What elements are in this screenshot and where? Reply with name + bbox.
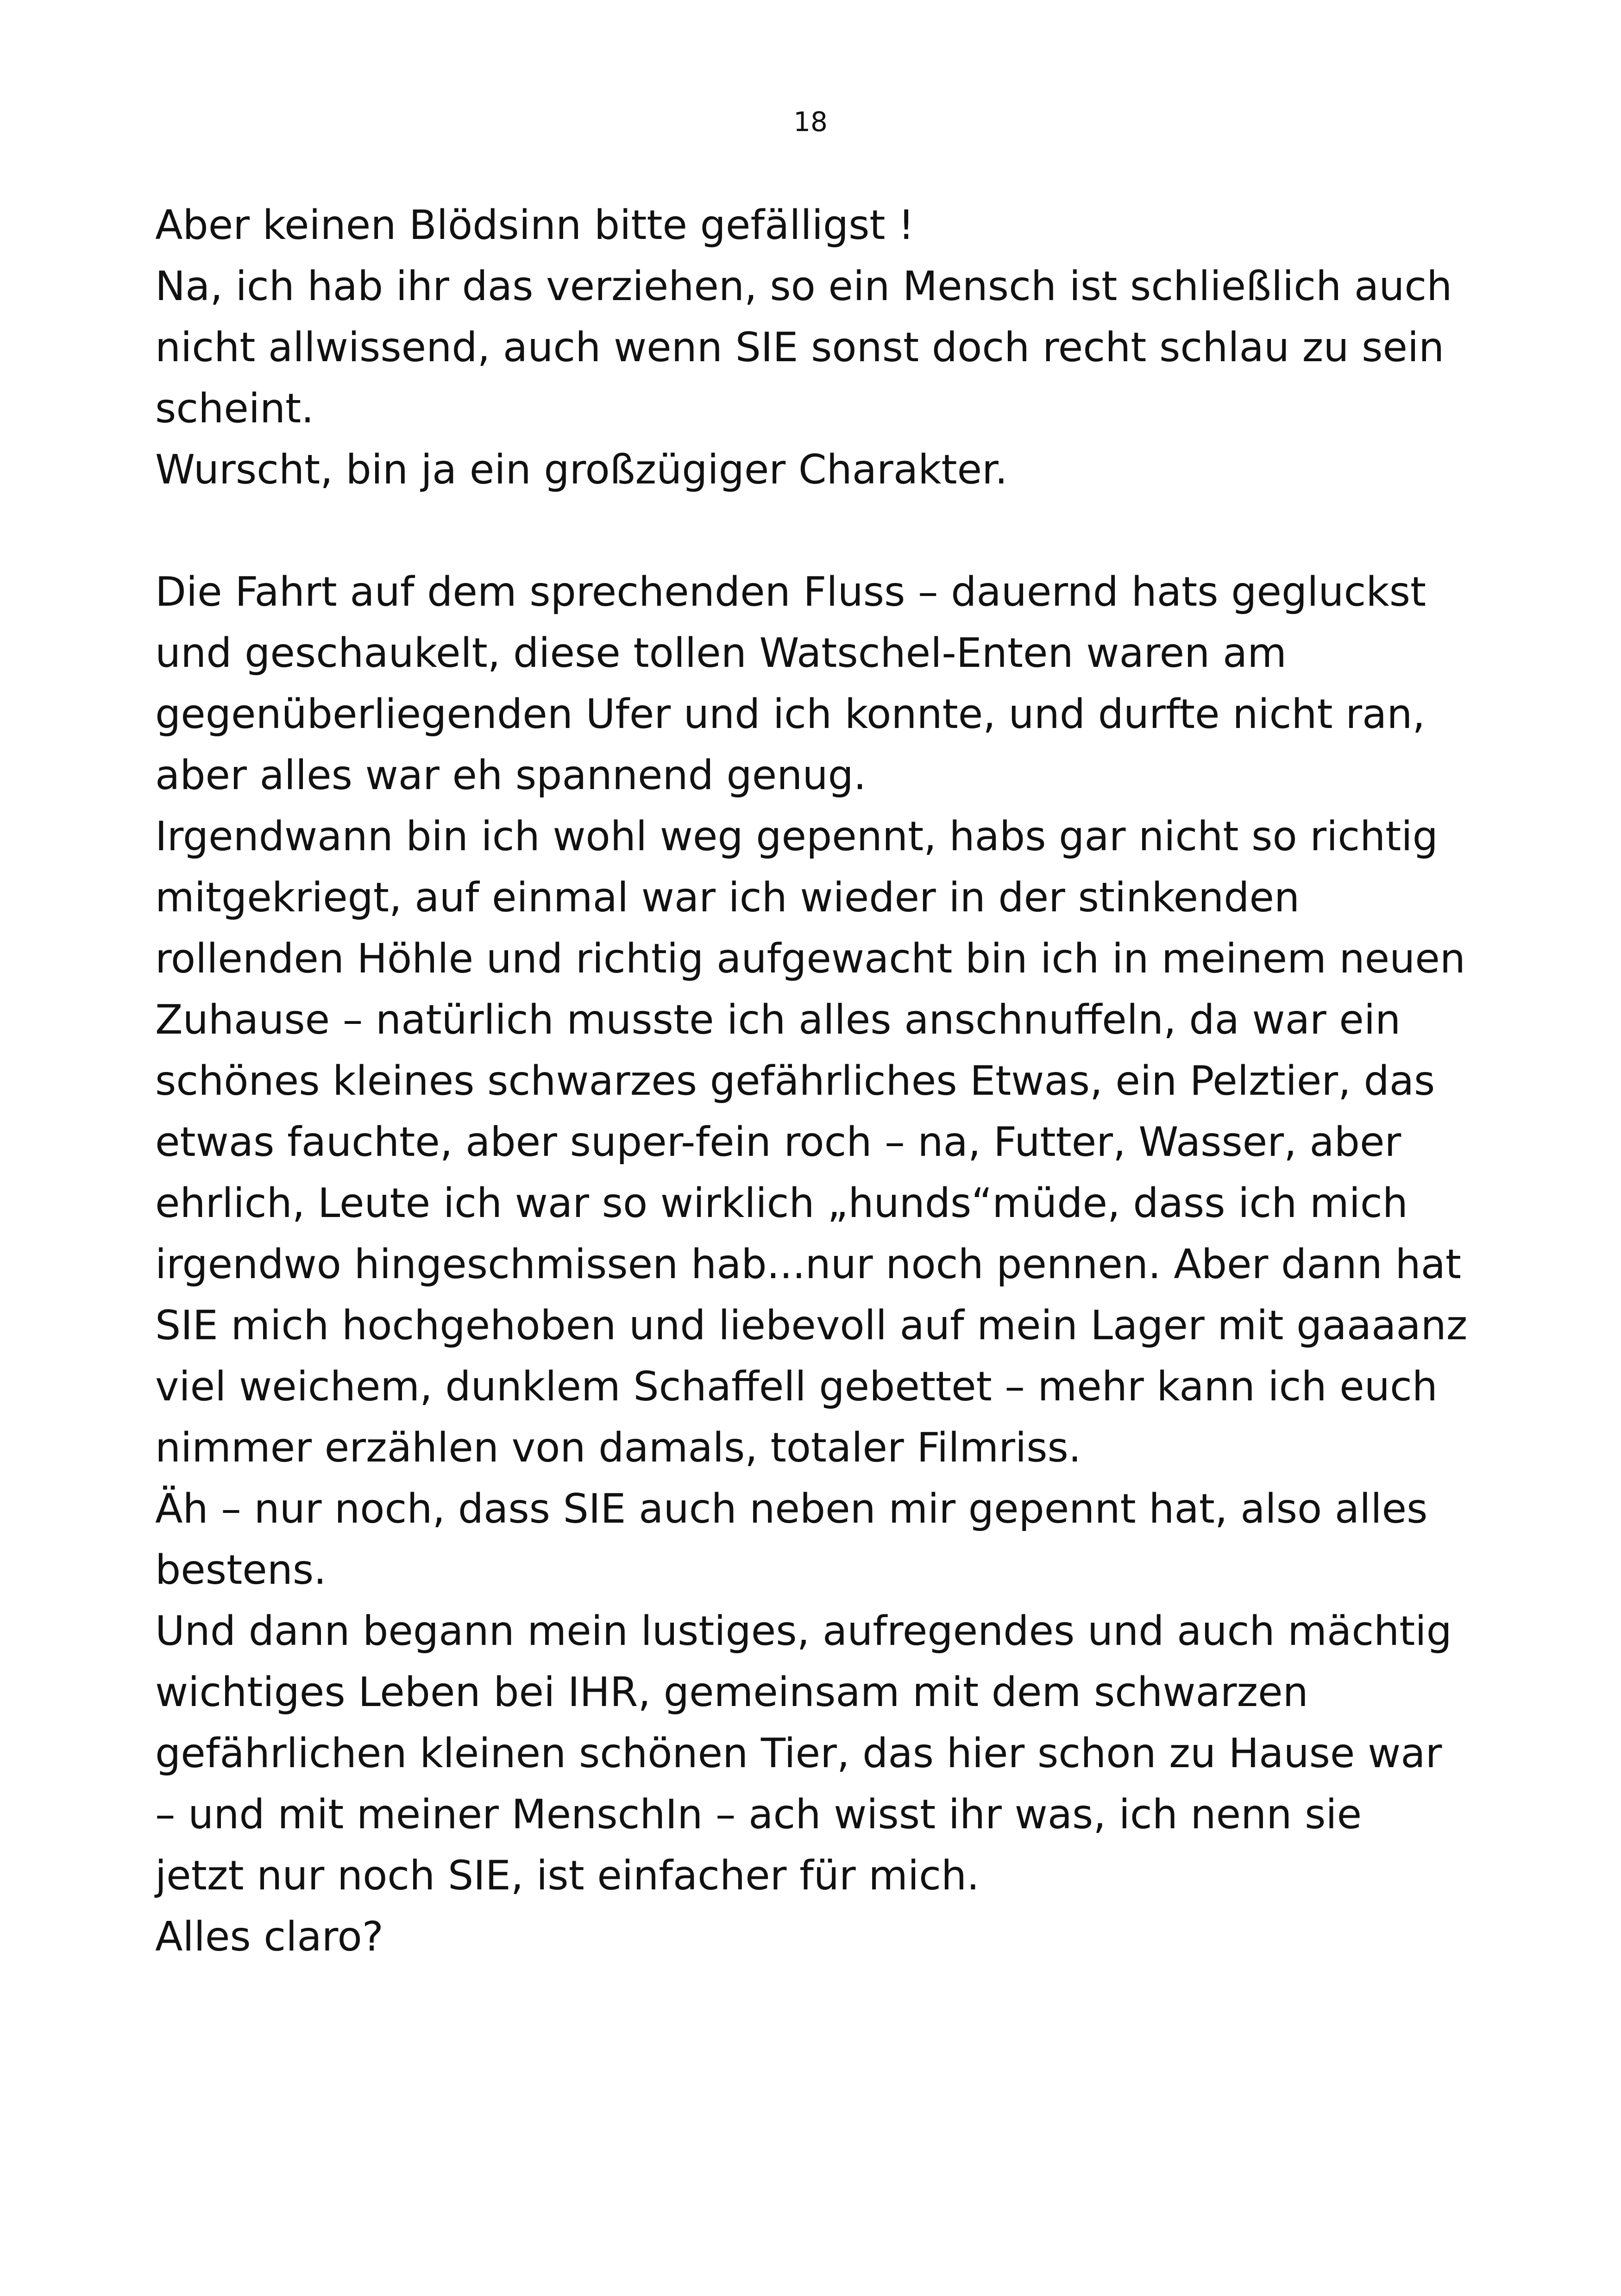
text-line: Alles claro?	[155, 1913, 383, 1960]
text-line: irgendwo hingeschmissen hab...nur noch pennen. Aber dann hat	[155, 1241, 1462, 1288]
text-line: nicht allwissend, auch wenn SIE sonst doch recht schlau zu sein	[155, 324, 1445, 371]
text-line: rollenden Höhle und richtig aufgewacht bin ich in meinem neuen	[155, 935, 1465, 982]
text-line: nimmer erzählen von damals, totaler Filmriss.	[155, 1424, 1081, 1471]
text-line: Äh – nur noch, dass SIE auch neben mir gepennt hat, also alles	[155, 1485, 1428, 1532]
text-line: SIE mich hochgehoben und liebevoll auf mein Lager mit gaaaanz	[155, 1302, 1468, 1349]
text-line: gegenüberliegenden Ufer und ich konnte, und durfte nicht ran,	[155, 690, 1426, 738]
text-line: wichtiges Leben bei IHR, gemeinsam mit dem schwarzen	[155, 1669, 1308, 1716]
text-line: Und dann begann mein lustiges, aufregendes und auch mächtig	[155, 1607, 1452, 1655]
text-line: etwas fauchte, aber super-fein roch – na, Futter, Wasser, aber	[155, 1118, 1401, 1166]
text-line: jetzt nur noch SIE, ist einfacher für mich.	[155, 1852, 980, 1899]
page-number: 18	[793, 106, 828, 138]
text-line: schönes kleines schwarzes gefährliches Etwas, ein Pelztier, das	[155, 1057, 1435, 1104]
text-line: mitgekriegt, auf einmal war ich wieder in der stinkenden	[155, 874, 1300, 921]
text-line: Na, ich hab ihr das verziehen, so ein Mensch ist schließlich auch	[155, 263, 1452, 310]
text-line: Wurscht, bin ja ein großzügiger Charakter.	[155, 446, 1008, 493]
paragraph-1	[155, 194, 1498, 500]
text-line: Irgendwann bin ich wohl weg gepennt, habs gar nicht so richtig	[155, 813, 1438, 860]
text-line: Die Fahrt auf dem sprechenden Fluss – dauernd hats gegluckst	[155, 568, 1426, 615]
text-line: aber alles war eh spannend genug.	[155, 752, 867, 799]
text-line: – und mit meiner MenschIn – ach wisst ihr was, ich nenn sie	[155, 1791, 1362, 1838]
paragraph-spacer	[155, 500, 1498, 561]
text-line: bestens.	[155, 1546, 327, 1593]
text-line: scheint.	[155, 385, 314, 432]
text-line: viel weichem, dunklem Schaffell gebettet – mehr kann ich euch	[155, 1363, 1438, 1410]
text-line: Aber keinen Blödsinn bitte gefälligst !	[155, 201, 915, 249]
paragraph-2	[155, 561, 1498, 1967]
text-line: gefährlichen kleinen schönen Tier, das hier schon zu Hause war	[155, 1730, 1442, 1777]
body-text	[155, 194, 1498, 1967]
text-line: und geschaukelt, diese tollen Watschel-Enten waren am	[155, 629, 1287, 677]
text-line: Zuhause – natürlich musste ich alles anschnuffeln, da war ein	[155, 996, 1401, 1043]
text-line: ehrlich, Leute ich war so wirklich „hunds“müde, dass ich mich	[155, 1179, 1408, 1227]
